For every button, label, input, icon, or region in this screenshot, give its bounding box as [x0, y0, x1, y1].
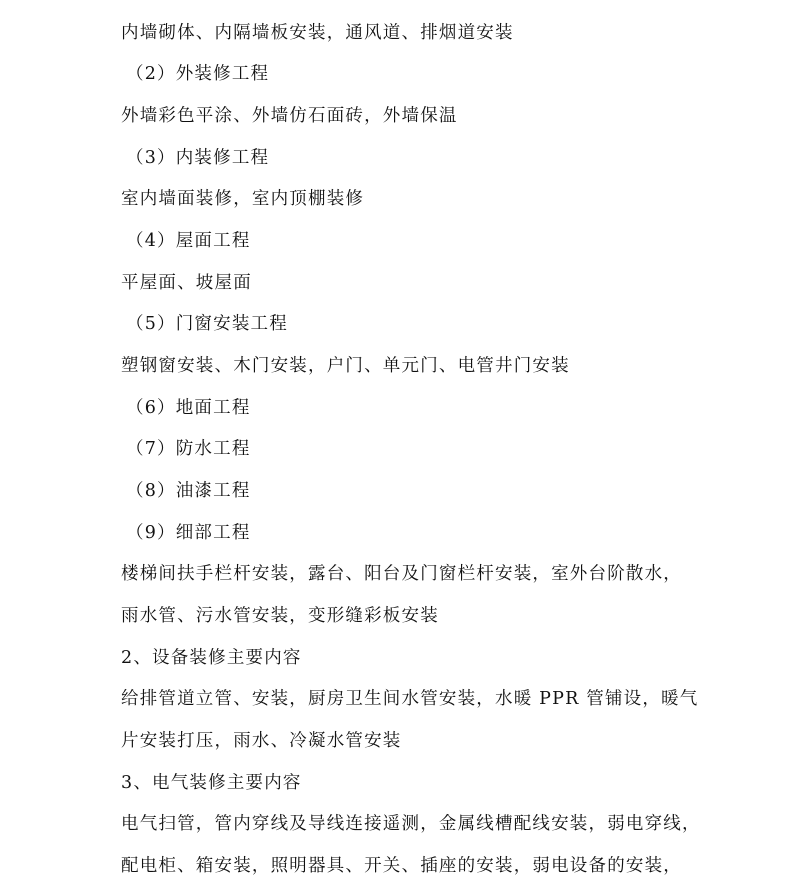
text-line-5: 室内墙面装修，室内顶棚装修	[121, 189, 365, 209]
text-line-15: 雨水管、污水管安装，变形缝彩板安装	[121, 606, 439, 626]
section-heading-interior-finishing: （3）内装修工程	[126, 148, 270, 168]
section-heading-floor: （6）地面工程	[126, 398, 251, 418]
section-heading-roof: （4）屋面工程	[126, 231, 251, 251]
text-line-20: 电气扫管，管内穿线及导线连接遥测，金属线槽配线安装，弱电穿线，	[121, 814, 701, 834]
section-heading-doors-windows: （5）门窗安装工程	[126, 314, 288, 334]
section-heading-exterior-finishing: （2）外装修工程	[126, 64, 270, 84]
text-line-18: 片安装打压，雨水、冷凝水管安装	[121, 731, 402, 751]
text-line-14: 楼梯间扶手栏杆安装，露台、阳台及门窗栏杆安装，室外台阶散水，	[121, 564, 682, 584]
cropped-previous-line	[190, 0, 260, 2]
section-heading-electrical: 3、电气装修主要内容	[121, 773, 302, 793]
text-line-1: 内墙砌体、内隔墙板安装，通风道、排烟道安装	[121, 23, 514, 43]
text-line-21: 配电柜、箱安装，照明器具、开关、插座的安装，弱电设备的安装，	[121, 856, 682, 876]
text-line-17: 给排管道立管、安装，厨房卫生间水管安装，水暖 PPR 管铺设，暖气	[121, 689, 699, 709]
section-heading-painting: （8）油漆工程	[126, 481, 251, 501]
text-line-9: 塑钢窗安装、木门安装，户门、单元门、电管井门安装	[121, 356, 570, 376]
section-heading-detail-work: （9）细部工程	[126, 523, 251, 543]
section-heading-waterproofing: （7）防水工程	[126, 439, 251, 459]
text-line-3: 外墙彩色平涂、外墙仿石面砖，外墙保温	[121, 106, 458, 126]
section-heading-equipment: 2、设备装修主要内容	[121, 648, 302, 668]
text-line-7: 平屋面、坡屋面	[121, 273, 252, 293]
